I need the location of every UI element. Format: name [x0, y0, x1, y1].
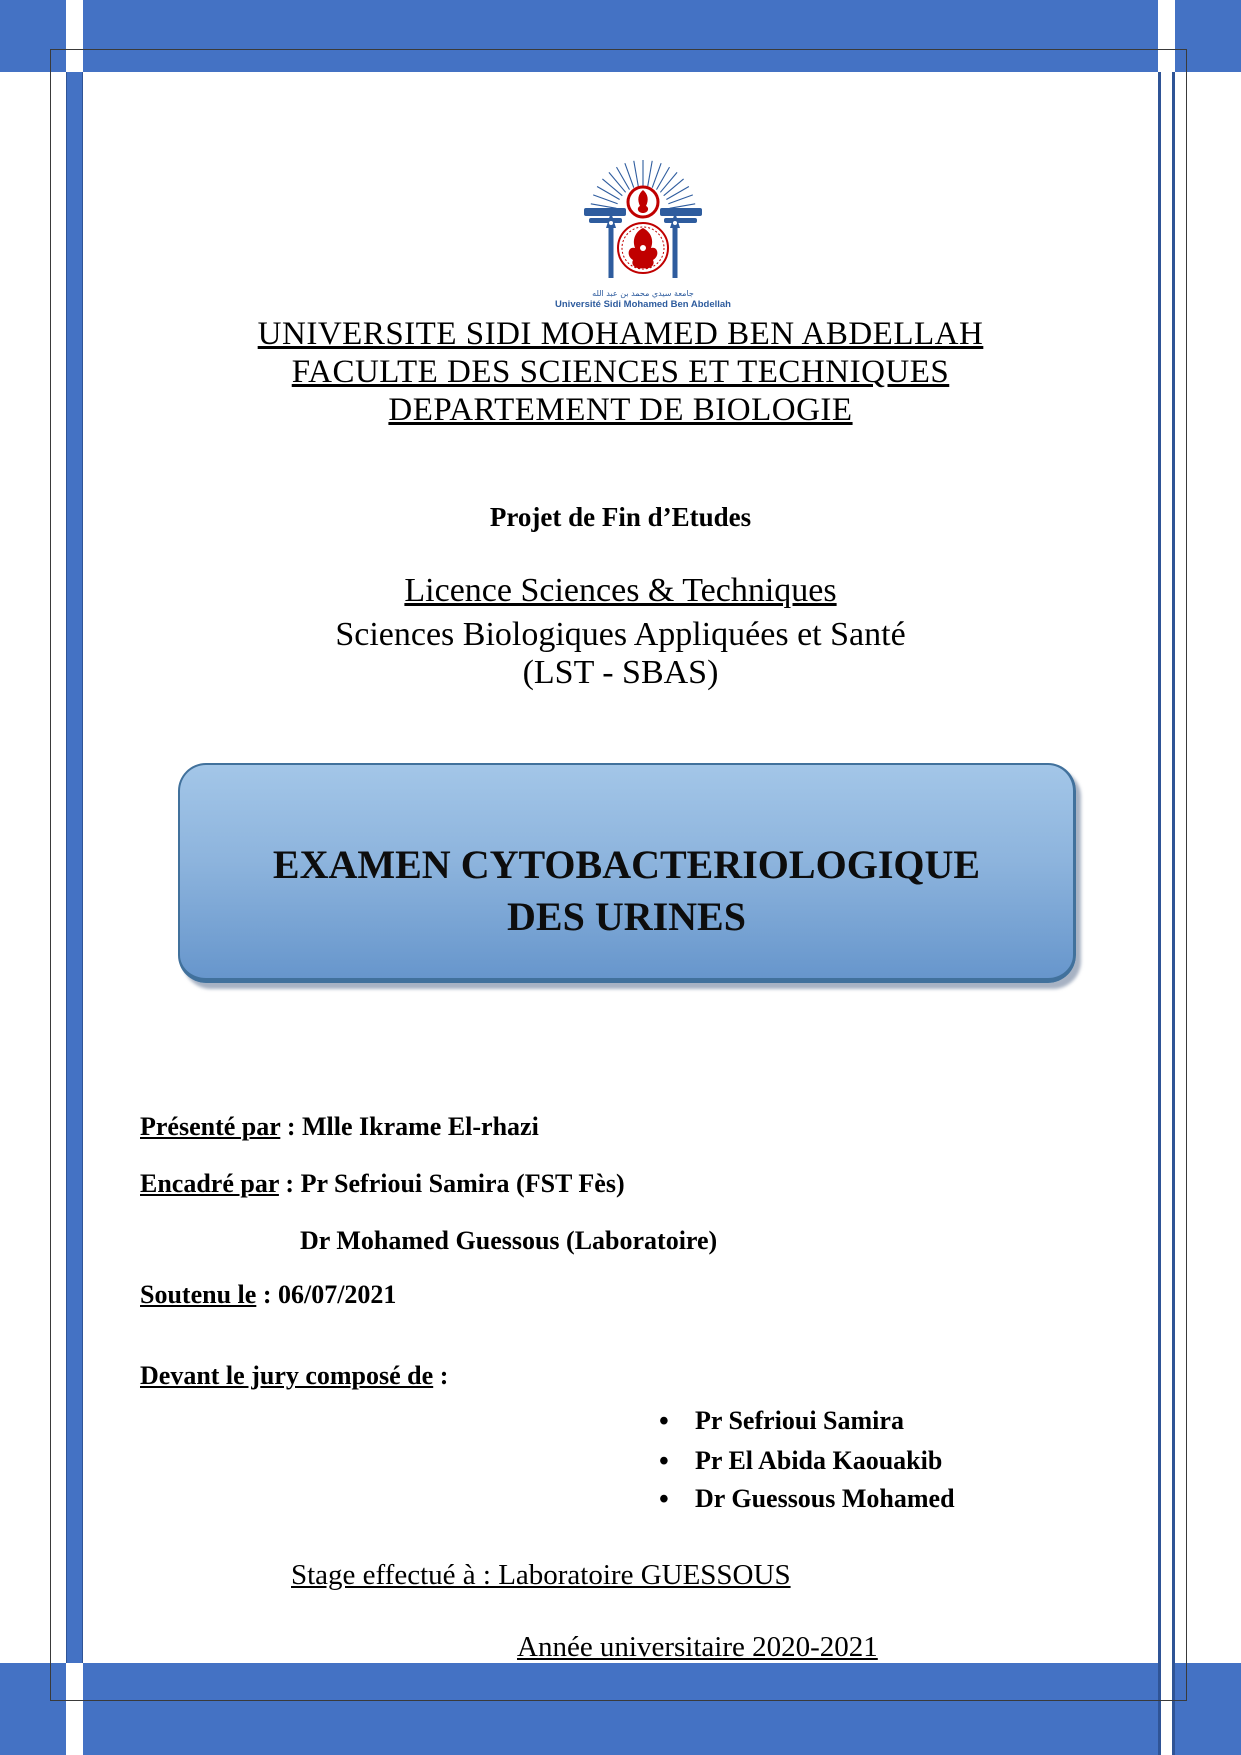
jury-member: • Pr Sefrioui Samira	[695, 1406, 904, 1436]
logo-caption: Université Sidi Mohamed Ben Abdellah	[555, 299, 731, 310]
defense-date-line	[140, 1280, 396, 1310]
jury-member: • Dr Guessous Mohamed	[695, 1484, 955, 1514]
jury-heading-label: Devant le jury composé de	[140, 1361, 434, 1390]
presented-by-label: Présenté par	[140, 1112, 281, 1141]
department-name: DEPARTEMENT DE BIOLOGIE	[388, 392, 853, 428]
supervised-by-line	[140, 1169, 625, 1199]
logo-arabic-text: جامعة سيدي محمد بن عبد الله	[592, 289, 694, 298]
separator: :	[256, 1280, 278, 1309]
jury-heading	[140, 1361, 448, 1391]
presented-by-line	[140, 1112, 539, 1142]
separator: :	[433, 1361, 449, 1390]
degree-abbreviation: (LST - SBAS)	[522, 654, 719, 691]
separator: :	[278, 1169, 301, 1198]
project-type: Projet de Fin d’Etudes	[489, 502, 752, 532]
report-title-line2: DES URINES	[507, 894, 746, 939]
supervised-by-label: Encadré par	[140, 1169, 279, 1198]
university-logo-icon	[568, 156, 718, 288]
second-supervisor-line: Dr Mohamed Guessous (Laboratoire)	[300, 1226, 718, 1255]
separator: :	[280, 1112, 302, 1141]
supervised-by-value: Pr Sefrioui Samira (FST Fès)	[300, 1169, 625, 1198]
academic-year: Année universitaire 2020-2021	[517, 1631, 878, 1663]
specialty-name: Sciences Biologiques Appliquées et Santé	[335, 616, 906, 653]
defense-date-label: Soutenu le	[140, 1280, 257, 1309]
defense-date-value: 06/07/2021	[277, 1280, 397, 1309]
university-name: UNIVERSITE SIDI MOHAMED BEN ABDELLAH	[257, 316, 984, 352]
internship-location: Stage effectué à : Laboratoire GUESSOUS	[291, 1559, 791, 1591]
degree-name: Licence Sciences & Techniques	[404, 572, 837, 609]
jury-member: • Pr El Abida Kaouakib	[695, 1446, 942, 1476]
presented-by-value: Mlle Ikrame El-rhazi	[301, 1112, 539, 1141]
report-title-line1: EXAMEN CYTOBACTERIOLOGIQUE	[272, 842, 981, 887]
faculty-name: FACULTE DES SCIENCES ET TECHNIQUES	[291, 354, 950, 390]
title-box	[178, 763, 1076, 983]
university-logo	[513, 156, 773, 310]
